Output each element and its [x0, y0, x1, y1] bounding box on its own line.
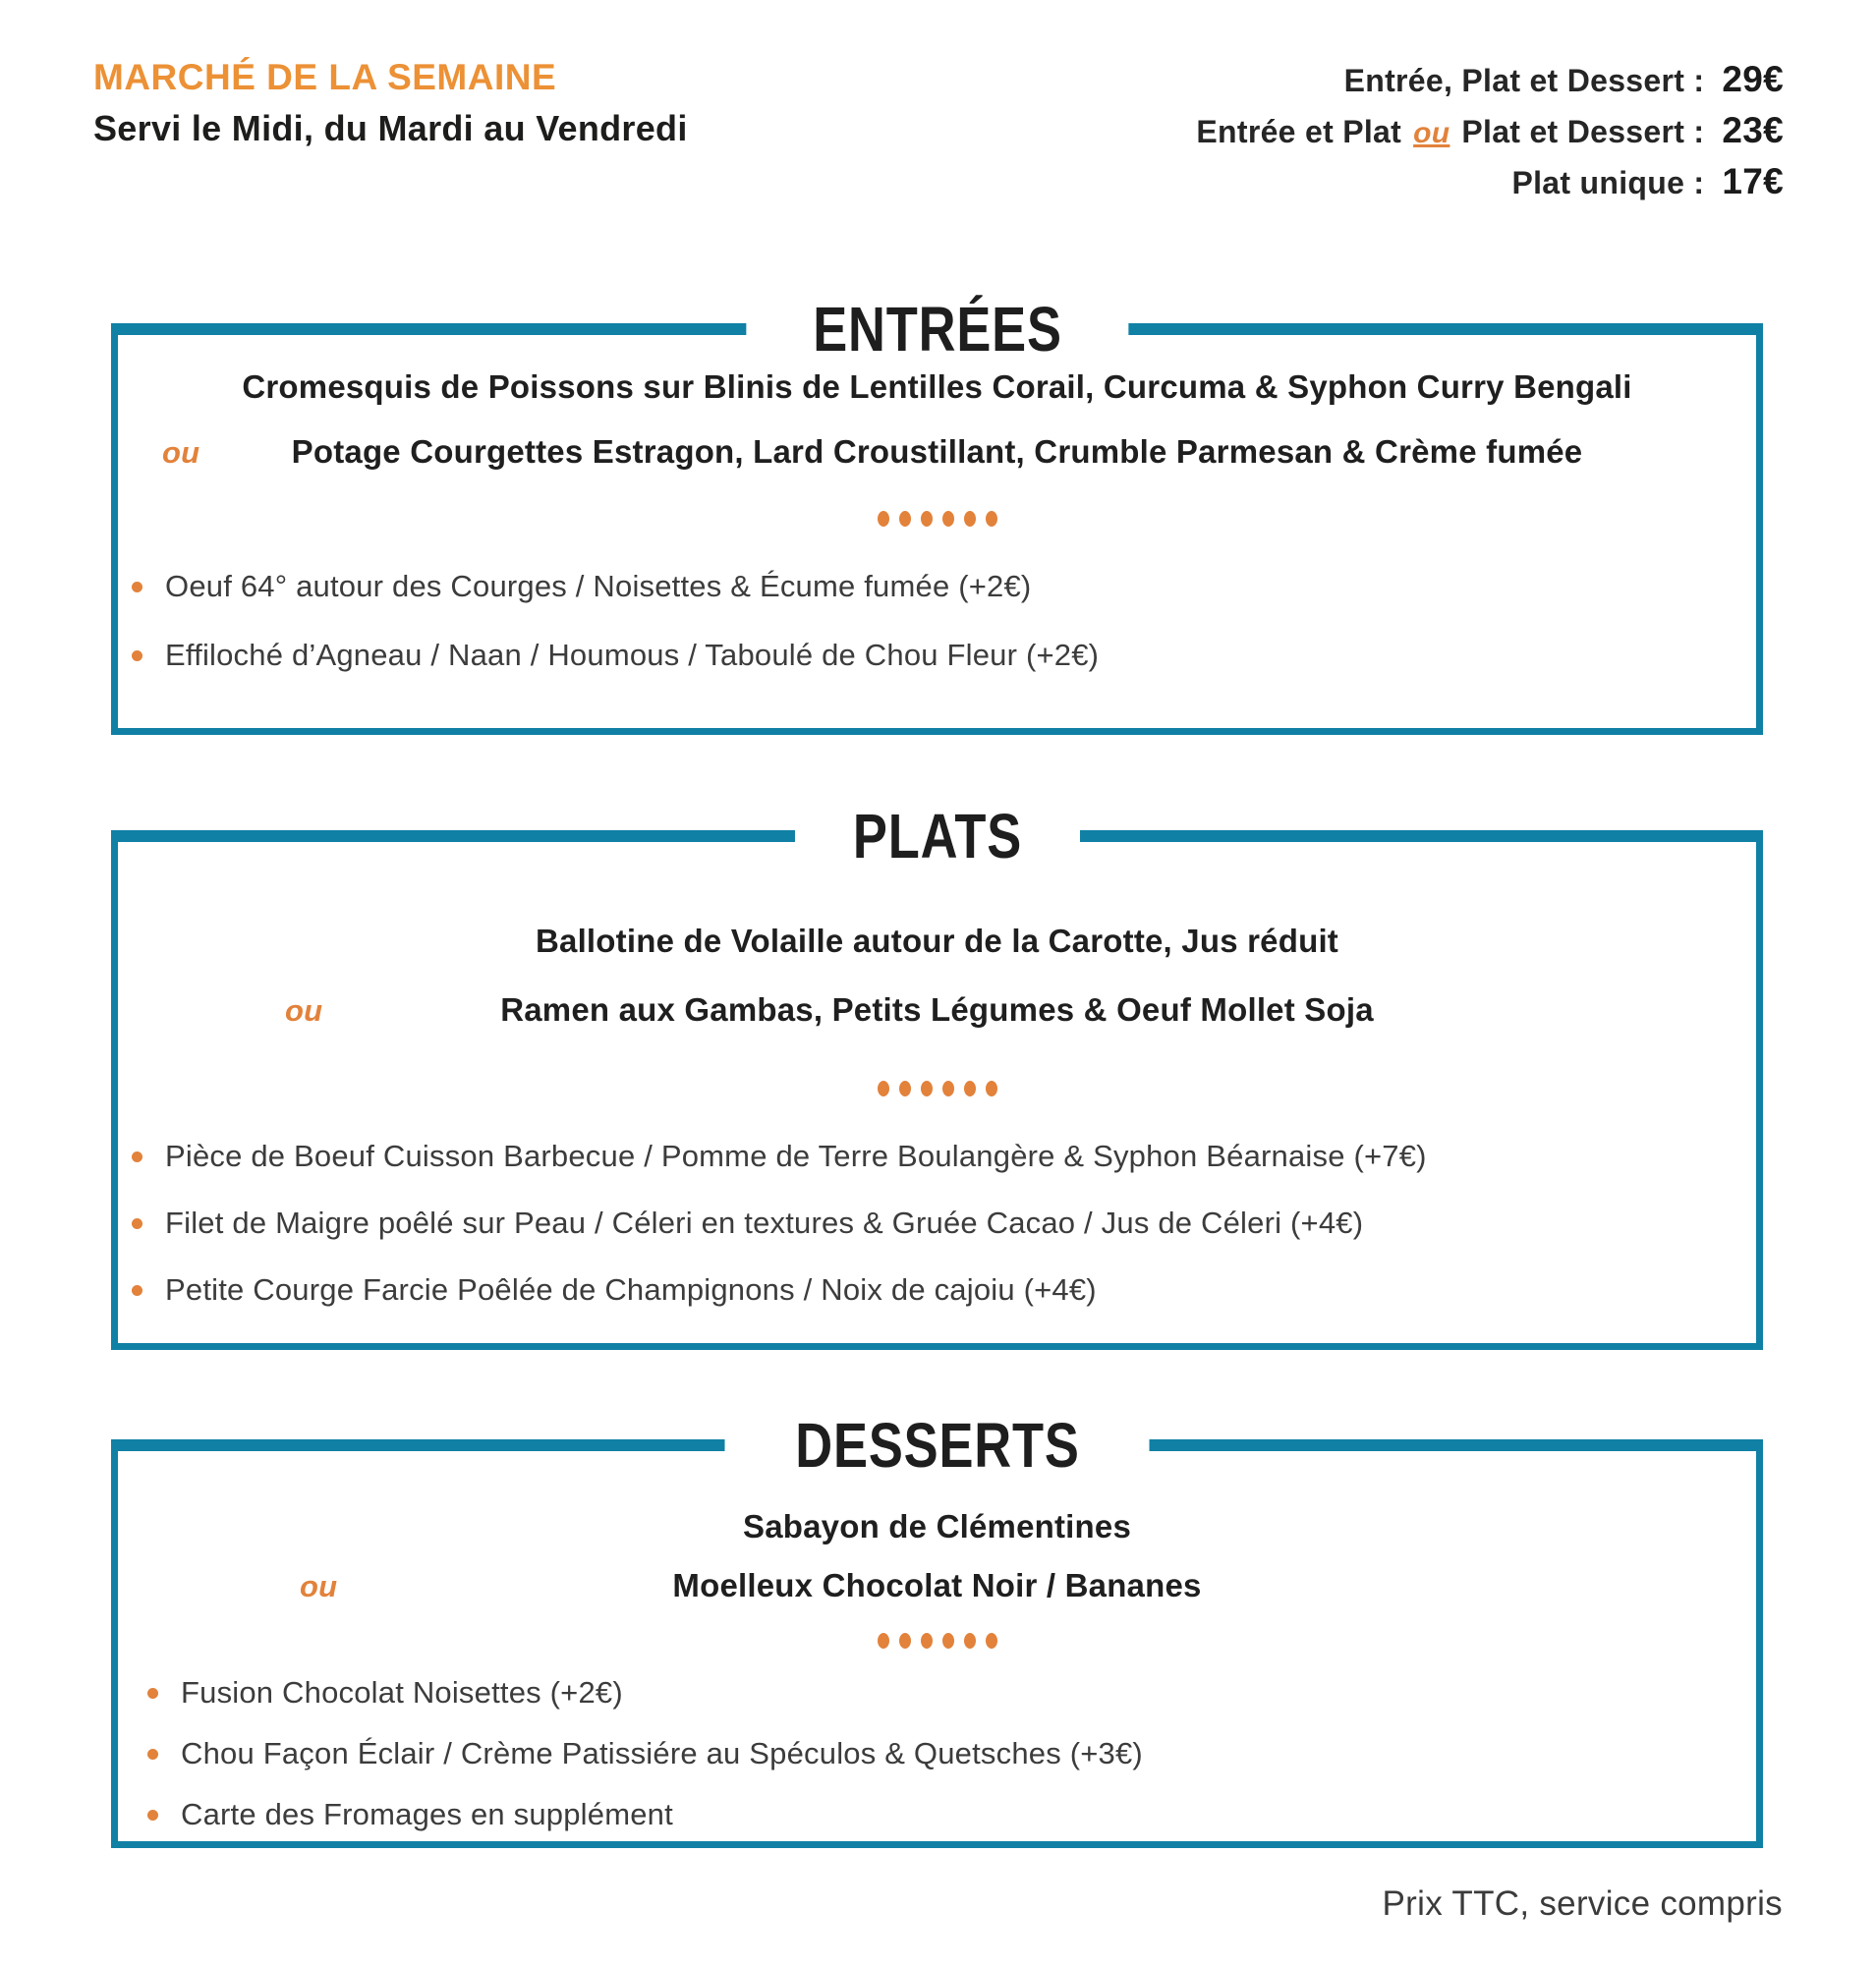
dots-separator	[118, 510, 1756, 528]
bullet-icon	[147, 1749, 158, 1760]
price-label-right: Plat et Dessert :	[1461, 114, 1705, 149]
bullet-icon	[132, 1218, 142, 1229]
ou-label: ou	[162, 435, 200, 470]
supplement-item: Filet de Maigre poêlé sur Peau / Céleri en textures & Gruée Cacao / Jus de Céleri (+4€)	[132, 1206, 1756, 1241]
price-value: 17€	[1722, 161, 1784, 201]
price-value: 23€	[1722, 110, 1784, 150]
price-row-two-courses	[1196, 110, 1784, 151]
bullet-icon	[147, 1810, 158, 1821]
bullet-icon	[132, 582, 142, 592]
bullet-icon	[132, 1285, 142, 1296]
supplement-item: Carte des Fromages en supplément	[147, 1797, 1756, 1832]
ou-label: ou	[285, 993, 323, 1028]
price-row-single-dish	[1196, 161, 1784, 202]
price-label: Entrée, Plat et Dessert :	[1343, 63, 1705, 98]
menu-subtitle: Servi le Midi, du Mardi au Vendredi	[93, 108, 688, 148]
supplement-item: Chou Façon Éclair / Crème Patissiére au Spéculos & Quetsches (+3€)	[147, 1736, 1756, 1771]
ou-label: ou	[300, 1569, 338, 1603]
price-value: 29€	[1722, 59, 1784, 99]
price-label: Plat unique :	[1511, 165, 1705, 200]
supplement-item: Oeuf 64° autour des Courges / Noisettes & Écume fumée (+2€)	[132, 569, 1756, 604]
bullet-icon	[132, 1151, 142, 1162]
supplement-list	[118, 1675, 1756, 1832]
price-row-full-menu	[1196, 59, 1784, 100]
bullet-icon	[147, 1688, 158, 1699]
section-title-desserts: DESSERTS	[724, 1409, 1150, 1482]
supplement-item: Effiloché d’Agneau / Naan / Houmous / Taboulé de Chou Fleur (+2€)	[132, 638, 1756, 673]
section-desserts	[111, 1410, 1763, 1848]
pricing-block	[1196, 59, 1784, 212]
supplement-item: Fusion Chocolat Noisettes (+2€)	[147, 1675, 1756, 1711]
main-dish: Cromesquis de Poissons sur Blinis de Lentilles Corail, Curcuma & Syphon Curry Bengali	[242, 368, 1632, 405]
supplement-item: Pièce de Boeuf Cuisson Barbecue / Pomme de Terre Boulangère & Syphon Béarnaise (+7€)	[132, 1139, 1756, 1174]
menu-title: MARCHÉ DE LA SEMAINE	[93, 57, 557, 97]
dots-separator	[118, 1080, 1756, 1097]
supplement-list	[118, 1139, 1756, 1308]
section-entrees	[111, 294, 1763, 735]
footer-note: Prix TTC, service compris	[1382, 1884, 1783, 1923]
dots-separator	[118, 1632, 1756, 1650]
main-dish: Ballotine de Volaille autour de la Carotte, Jus réduit	[535, 923, 1338, 959]
section-title-plats: PLATS	[794, 800, 1079, 872]
price-label-left: Entrée et Plat	[1196, 114, 1402, 149]
supplement-item: Petite Courge Farcie Poêlée de Champignons / Noix de cajoiu (+4€)	[132, 1272, 1756, 1308]
section-plats	[111, 801, 1763, 1350]
main-dish: ou Ramen aux Gambas, Petits Légumes & Oeuf Mollet Soja	[285, 991, 1374, 1028]
supplement-list	[118, 569, 1756, 673]
main-dish: ou Potage Courgettes Estragon, Lard Croustillant, Crumble Parmesan & Crème fumée	[162, 433, 1583, 470]
ou-connector: ou	[1413, 117, 1450, 149]
section-title-entrees: ENTRÉES	[746, 293, 1128, 365]
main-dish: ou Moelleux Chocolat Noir / Bananes	[300, 1567, 1202, 1603]
main-dish: Sabayon de Clémentines	[742, 1508, 1132, 1544]
menu-header	[93, 57, 688, 149]
bullet-icon	[132, 650, 142, 661]
